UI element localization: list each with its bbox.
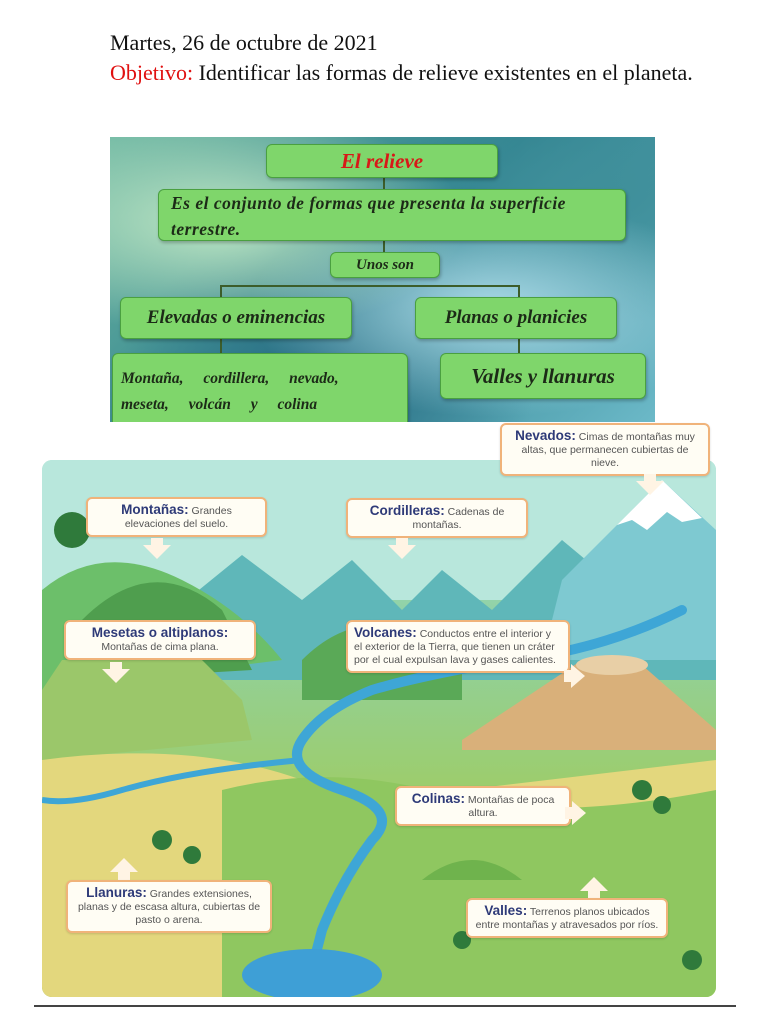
concept-definition: Es el conjunto de formas que presenta la superficie terrestre.	[158, 189, 626, 241]
right-branch-box: Planas o planicies	[415, 297, 617, 339]
montanas-arrow	[143, 545, 171, 559]
colinas-arrow	[572, 801, 586, 825]
colinas-term: Colinas:	[411, 791, 465, 806]
mesetas-arrow	[102, 669, 130, 683]
objective-text: Identificar las formas de relieve existentes en el planeta.	[193, 60, 693, 85]
cordilleras-term: Cordilleras:	[369, 503, 445, 518]
volcanes-desc: Conductos entre el interior y el exterior de la Tierra, que tienen un cráter por el cual expulsan lava y gases calientes.	[354, 628, 556, 666]
montanas-term: Montañas:	[121, 502, 189, 517]
mesetas-desc: Montañas de cima plana.	[101, 641, 219, 653]
connector-line	[220, 285, 520, 287]
cordilleras-desc: Cadenas de montañas.	[412, 506, 505, 531]
left-branch-box: Elevadas o eminencias	[120, 297, 352, 339]
concept-connector: Unos son	[330, 252, 440, 278]
connector-line	[383, 240, 385, 252]
mesetas-card	[64, 620, 256, 660]
valles-arrow	[580, 877, 608, 891]
document-header	[110, 28, 710, 88]
connector-line	[220, 285, 222, 297]
volcanes-card	[346, 620, 570, 673]
right-examples-box: Valles y llanuras	[440, 353, 646, 399]
nevados-desc: Cimas de montañas muy altas, que permanecen cubiertas de nieve.	[521, 431, 695, 469]
valles-desc: Terrenos planos ubicados entre montañas y atravesados por ríos.	[475, 906, 659, 931]
nevados-card	[500, 423, 710, 476]
colinas-card	[395, 786, 571, 826]
left-examples-box: Montaña, cordillera, nevado, meseta, volcán y colina	[112, 353, 408, 422]
llanuras-card	[66, 880, 272, 933]
volcanes-arrow	[571, 664, 585, 688]
volcanes-term: Volcanes:	[354, 625, 417, 640]
llanuras-desc: Grandes extensiones, planas y de escasa altura, cubiertas de pasto o arena.	[77, 888, 261, 926]
nevados-term: Nevados:	[515, 428, 576, 443]
nevados-arrow	[636, 481, 664, 495]
valles-term: Valles:	[484, 903, 528, 918]
llanuras-term: Llanuras:	[86, 885, 147, 900]
relief-concept-map	[110, 137, 655, 422]
montanas-card	[86, 497, 267, 537]
volcano-crater	[576, 655, 648, 675]
mesetas-term: Mesetas o altiplanos:	[91, 625, 229, 640]
valles-card	[466, 898, 668, 938]
connector-line	[220, 337, 222, 353]
objective-label: Objetivo:	[110, 60, 194, 85]
objective-line	[110, 58, 710, 88]
connector-line	[518, 285, 520, 297]
page-bottom-rule	[34, 1005, 736, 1007]
llanuras-arrow-stem	[118, 871, 130, 880]
llanuras-arrow	[110, 858, 138, 872]
date-line: Martes, 26 de octubre de 2021	[110, 30, 378, 55]
cordilleras-arrow	[388, 545, 416, 559]
colinas-desc: Montañas de poca altura.	[464, 794, 555, 819]
montanas-desc: Grandes elevaciones del suelo.	[124, 505, 232, 530]
connector-line	[518, 337, 520, 353]
cordilleras-card	[346, 498, 528, 538]
concept-title: El relieve	[266, 144, 498, 178]
